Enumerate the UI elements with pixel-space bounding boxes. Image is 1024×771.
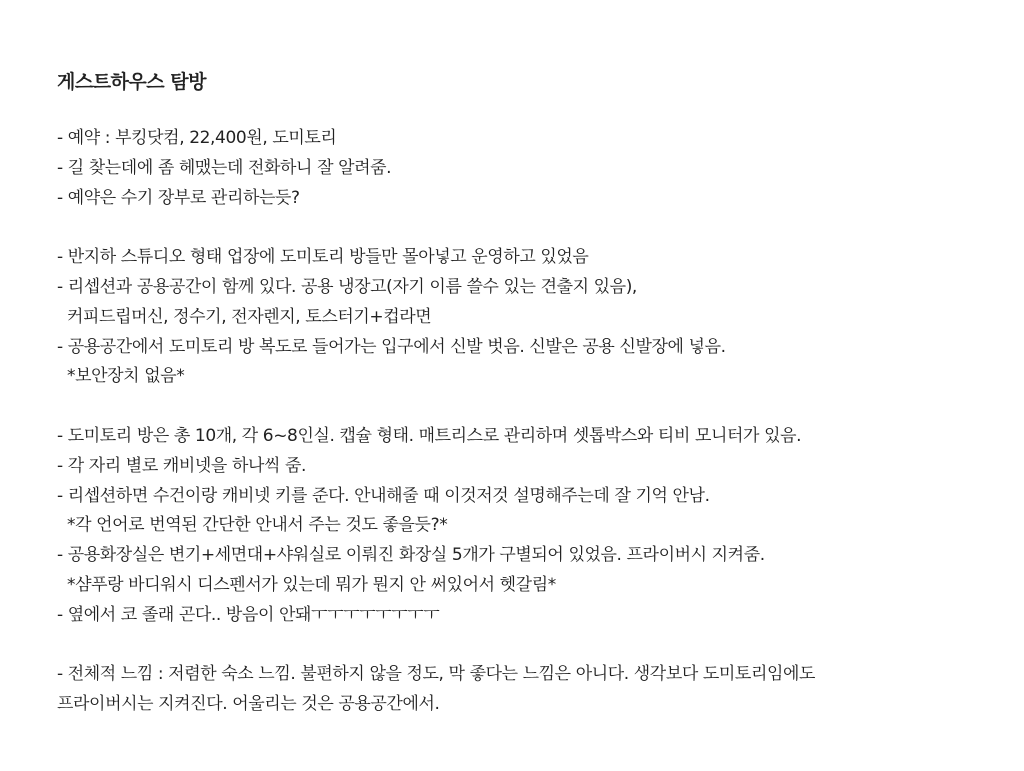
note-line: - 예약 : 부킹닷컴, 22,400원, 도미토리 [57,128,337,148]
note-line: - 공용공간에서 도미토리 방 복도로 들어가는 입구에서 신발 벗음. 신발은 공용 신발장에 넣음. [57,336,726,357]
note-line: - 리셉션하면 수건이랑 캐비넷 키를 준다. 안내해줄 때 이것저것 설명해주는데 잘 기억 안남. [57,485,710,506]
note-line-continuation: 커피드립머신, 정수기, 전자렌지, 토스터기+컵라면 [67,306,432,327]
note-line: - 각 자리 별로 캐비넷을 하나씩 줌. [57,455,307,476]
blank-line [57,213,987,243]
note-line: - 도미토리 방은 총 10개, 각 6~8인실. 캡슐 형태. 매트리스로 관리하며 셋톱박스와 티비 모니터가 있음. [57,425,802,446]
note-line: - 공용화장실은 변기+세면대+샤워실로 이뤄진 화장실 5개가 구별되어 있었음. 프라이버시 지켜줌. [57,545,765,566]
note-line: - 옆에서 코 졸래 곤다.. 방음이 안돼ㅜㅜㅜㅜㅜㅜㅜㅜ [57,604,440,625]
note-line-continuation: 프라이버시는 지켜진다. 어울리는 것은 공용공간에서. [57,694,440,715]
note-line-aside: *보안장치 없음* [67,366,185,387]
note-line: - 길 찾는데에 좀 헤맸는데 전화하니 잘 알려줌. [57,157,392,178]
blank-line [57,392,987,422]
note-line: - 리셉션과 공용공간이 함께 있다. 공용 냉장고(자기 이름 쓸수 있는 견출지 있음), [57,276,637,297]
note-line: - 전체적 느낌 : 저렴한 숙소 느낌. 불편하지 않을 정도, 막 좋다는 느낌은 아니다. 생각보다 도미토리임에도 [57,664,816,685]
note-line-aside: *샴푸랑 바디워시 디스펜서가 있는데 뭐가 뭔지 안 써있어서 헷갈림* [67,574,556,595]
document-title: 게스트하우스 탐방 [57,71,206,93]
note-line: - 예약은 수기 장부로 관리하는듯? [57,187,300,208]
document-body [57,64,987,720]
note-line: - 반지하 스튜디오 형태 업장에 도미토리 방들만 몰아넣고 운영하고 있었음 [57,247,589,268]
note-line-aside: *각 언어로 번역된 간단한 안내서 주는 것도 좋을듯?* [67,515,448,536]
blank-line [57,631,987,661]
